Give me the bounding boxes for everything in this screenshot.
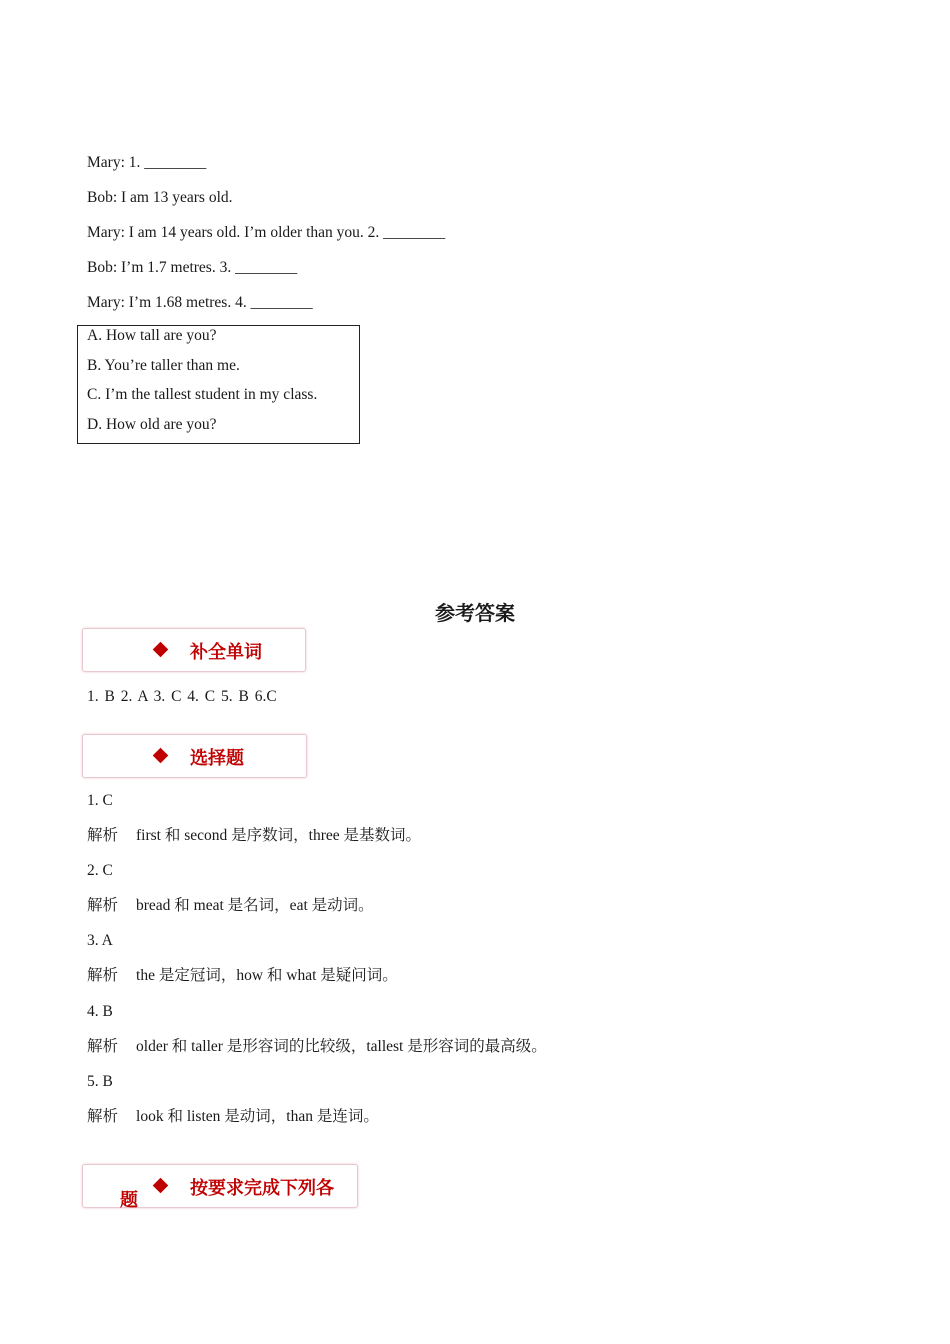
section1-answers: 1. B 2. A 3. C 4. C 5. B 6.C — [87, 688, 277, 705]
dialogue-line-1: Mary: 1. ________ — [87, 154, 207, 171]
diamond-icon — [153, 1178, 169, 1194]
analysis-text: older 和 taller 是形容词的比较级，tallest 是形容词的最高级。 — [136, 1038, 547, 1055]
answer-number: 4. B — [87, 1003, 113, 1020]
option-d: D. How old are you? — [87, 416, 217, 433]
answer-number: 2. C — [87, 862, 113, 879]
dialogue-line-4: Bob: I’m 1.7 metres. 3. ________ — [87, 259, 298, 276]
analysis-line — [87, 1107, 379, 1127]
diamond-icon — [153, 748, 169, 764]
analysis-label: 解析 — [87, 1108, 119, 1125]
analysis-label: 解析 — [87, 827, 119, 844]
analysis-label: 解析 — [87, 1038, 119, 1055]
analysis-line — [87, 896, 374, 916]
answer-number: 5. B — [87, 1073, 113, 1090]
option-b: B. You’re taller than me. — [87, 357, 240, 374]
diamond-icon — [153, 642, 169, 658]
analysis-text: first 和 second 是序数词，three 是基数词。 — [136, 827, 422, 844]
option-c: C. I’m the tallest student in my class. — [87, 386, 318, 403]
dialogue-line-3: Mary: I am 14 years old. I’m older than you. 2. ________ — [87, 224, 446, 241]
analysis-line — [87, 966, 398, 986]
section-title: 补全单词 — [190, 642, 262, 663]
answer-number: 3. A — [87, 932, 113, 949]
analysis-text: bread 和 meat 是名词，eat 是动词。 — [136, 897, 374, 914]
dialogue-line-5: Mary: I’m 1.68 metres. 4. ________ — [87, 294, 313, 311]
options-box — [77, 325, 360, 444]
analysis-label: 解析 — [87, 967, 119, 984]
answer-key-title: 参考答案 — [435, 601, 515, 625]
section-header-multiple-choice — [82, 734, 307, 778]
analysis-line — [87, 1037, 547, 1057]
option-a: A. How tall are you? — [87, 327, 217, 344]
analysis-text: look 和 listen 是动词，than 是连词。 — [136, 1108, 379, 1125]
dialogue-line-2: Bob: I am 13 years old. — [87, 189, 233, 206]
answer-number: 1. C — [87, 792, 113, 809]
section-title: 按要求完成下列各 — [190, 1178, 334, 1199]
analysis-line — [87, 826, 421, 846]
section-title: 选择题 — [190, 748, 244, 769]
analysis-label: 解析 — [87, 897, 119, 914]
section-header-fill-words — [82, 628, 306, 672]
wrapped-title-fragment: 题 — [120, 1190, 138, 1211]
analysis-text: the 是定冠词，how 和 what 是疑问词。 — [136, 967, 398, 984]
